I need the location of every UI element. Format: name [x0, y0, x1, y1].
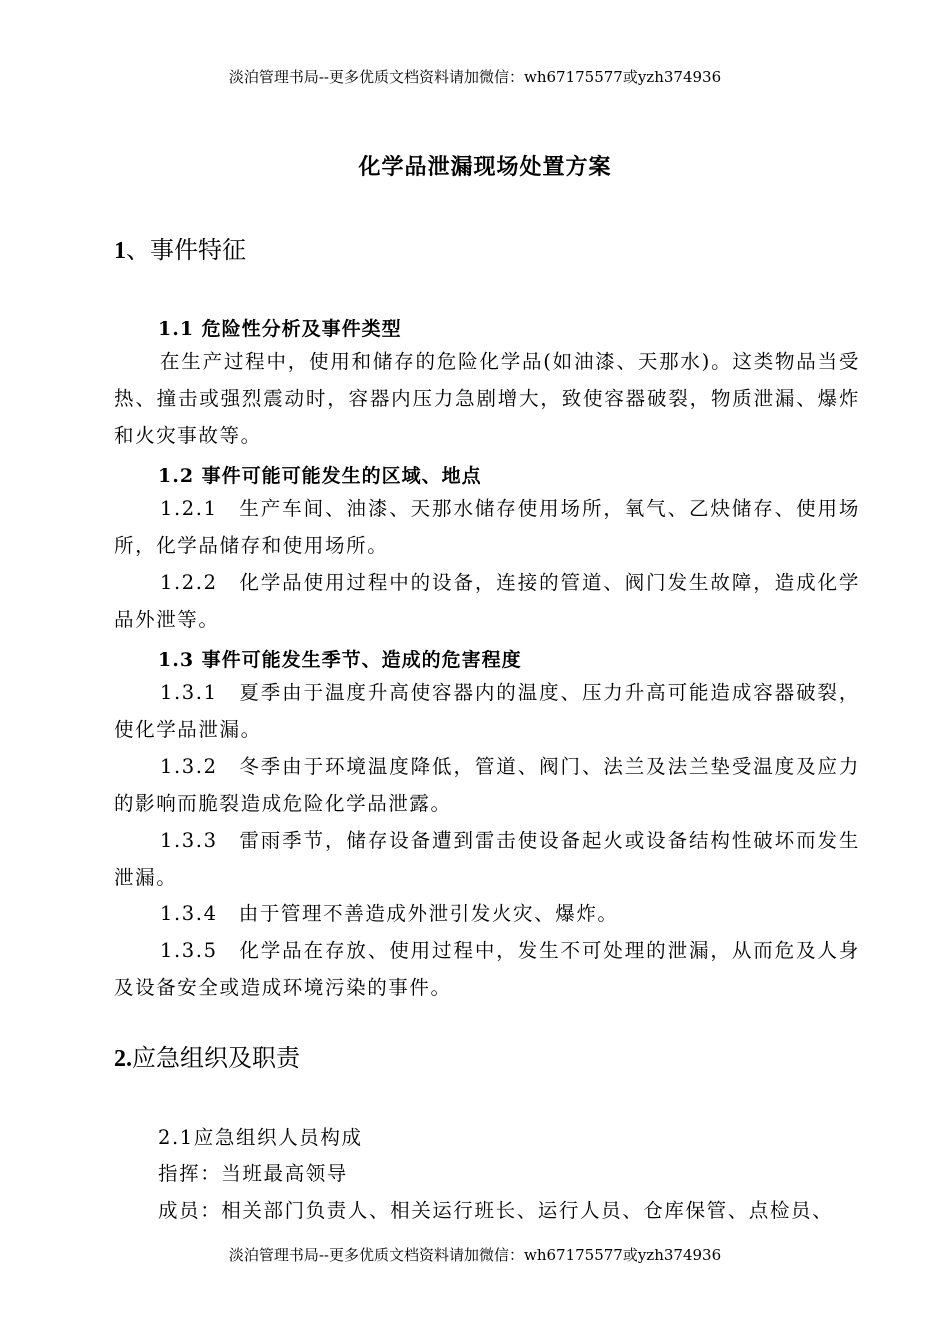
commander-line: 指挥：当班最高领导 — [158, 1162, 348, 1185]
page-footer: 淡泊管理书局--更多优质文档资料请加微信：wh67175577或yzh374936 — [228, 1246, 722, 1264]
section-1-2-2-paragraph: 1.2.2 化学品使用过程中的设备，连接的管道、阀门发生故障，造成化学品外泄等。 — [114, 571, 860, 631]
section-1-3-4-paragraph: 1.3.4 由于管理不善造成外泄引发火灾、爆炸。 — [160, 902, 619, 925]
section-1-2-1-paragraph: 1.2.1 生产车间、油漆、天那水储存使用场所，氧气、乙炔储存、使用场所，化学品储存和使用场所。 — [114, 497, 860, 557]
section-2-1-heading: 2.1应急组织人员构成 — [158, 1126, 363, 1149]
section-2-number: 2. — [114, 1046, 132, 1072]
section-2-heading-text: 应急组织及职责 — [132, 1044, 300, 1072]
page-header: 淡泊管理书局--更多优质文档资料请加微信：wh67175577或yzh374936 — [228, 68, 722, 86]
document-title: 化学品泄漏现场处置方案 — [358, 154, 612, 180]
section-1-3-3-paragraph: 1.3.3 雷雨季节，储存设备遭到雷击使设备起火或设备结构性破坏而发生泄漏。 — [114, 829, 860, 889]
members-line: 成员：相关部门负责人、相关运行班长、运行人员、仓库保管、点检员、 — [158, 1199, 834, 1222]
section-1-heading — [114, 230, 246, 265]
section-1-number: 1 — [114, 238, 126, 264]
section-1-1-heading: 1.1 危险性分析及事件类型 — [158, 318, 402, 340]
section-1-1-paragraph: 在生产过程中，使用和储存的危险化学品(如油漆、天那水)。这类物品当受热、撞击或强烈震动时，容器内压力急剧增大，致使容器破裂，物质泄漏、爆炸和火灾事故等。 — [114, 350, 860, 447]
section-1-2-heading: 1.2 事件可能可能发生的区域、地点 — [158, 465, 482, 487]
section-1-3-1-paragraph: 1.3.1 夏季由于温度升高使容器内的温度、压力升高可能造成容器破裂，使化学品泄漏。 — [114, 681, 860, 741]
section-1-3-2-paragraph: 1.3.2 冬季由于环境温度降低，管道、阀门、法兰及法兰垫受温度及应力的影响而脆裂造成危险化学品泄露。 — [114, 755, 860, 815]
section-2-heading — [114, 1038, 300, 1073]
section-1-3-heading: 1.3 事件可能发生季节、造成的危害程度 — [158, 649, 522, 671]
section-1-3-5-paragraph: 1.3.5 化学品在存放、使用过程中，发生不可处理的泄漏，从而危及人身及设备安全或造成环境污染的事件。 — [114, 939, 860, 999]
section-1-heading-text: 、事件特征 — [126, 236, 246, 264]
